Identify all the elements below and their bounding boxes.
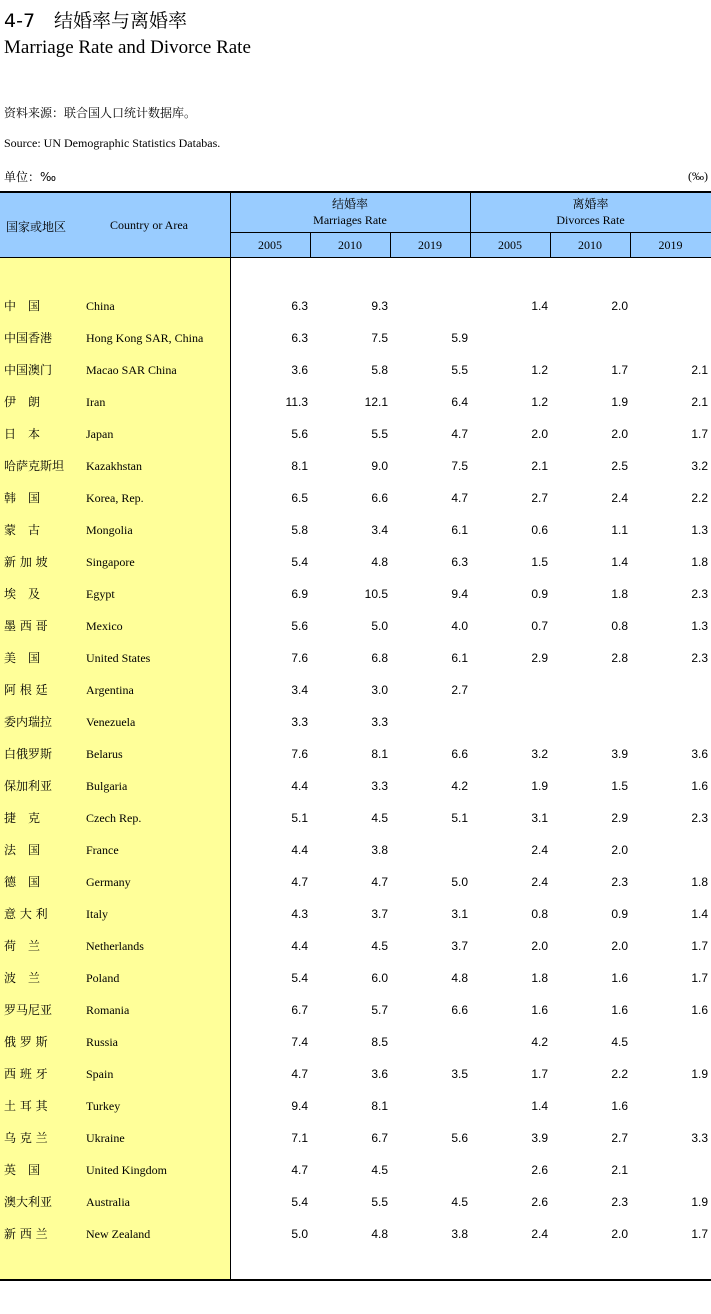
divorce-rate-cell: 1.2 — [531, 395, 548, 409]
table-row — [0, 1192, 711, 1224]
country-name-en: Singapore — [86, 555, 135, 569]
marriage-rate-cell: 3.7 — [371, 907, 388, 921]
table-row — [0, 616, 711, 648]
marriage-rate-cell: 5.6 — [451, 1131, 468, 1145]
table-row — [0, 1224, 711, 1256]
country-name-en: Macao SAR China — [86, 363, 177, 377]
page-title-cn: 4-7 结婚率与离婚率 — [4, 10, 188, 32]
table-top-rule — [0, 191, 711, 193]
country-name-en: Czech Rep. — [86, 811, 142, 825]
marriage-rate-cell: 5.8 — [291, 523, 308, 537]
marriage-rate-cell: 5.8 — [371, 363, 388, 377]
marriage-rate-cell: 5.4 — [291, 971, 308, 985]
divorce-rate-cell: 1.8 — [611, 587, 628, 601]
table-row — [0, 1128, 711, 1160]
table-row — [0, 1064, 711, 1096]
year-header: 2005 — [498, 238, 522, 252]
country-name-en: United Kingdom — [86, 1163, 167, 1177]
table-row — [0, 1032, 711, 1064]
divorce-rate-cell: 1.7 — [611, 363, 628, 377]
marriage-rate-cell: 3.5 — [451, 1067, 468, 1081]
marriage-rate-cell: 5.6 — [291, 619, 308, 633]
country-name-en: Iran — [86, 395, 106, 409]
marriage-rate-cell: 8.1 — [291, 459, 308, 473]
year-header: 2010 — [578, 238, 602, 252]
table-row — [0, 328, 711, 360]
country-name-cn: 荷 兰 — [4, 939, 41, 953]
divorce-rate-cell: 2.0 — [611, 939, 628, 953]
divorce-rate-cell: 1.7 — [691, 1227, 708, 1241]
marriage-rate-cell: 5.9 — [451, 331, 468, 345]
marriage-rate-cell: 3.3 — [371, 715, 388, 729]
divorce-rate-cell: 1.6 — [691, 779, 708, 793]
source-note-en: Source: UN Demographic Statistics Databas. — [4, 136, 221, 150]
country-name-cn: 捷 克 — [4, 811, 41, 825]
country-name-cn: 中国澳门 — [4, 363, 53, 377]
divorce-rate-cell: 1.8 — [691, 875, 708, 889]
divorce-rate-cell: 3.9 — [611, 747, 628, 761]
country-name-cn: 委内瑞拉 — [4, 715, 53, 729]
marriage-rate-cell: 2.7 — [451, 683, 468, 697]
marriage-rate-cell: 4.5 — [371, 1163, 388, 1177]
country-name-en: Korea, Rep. — [86, 491, 144, 505]
marriage-rate-cell: 7.5 — [451, 459, 468, 473]
table-row — [0, 968, 711, 1000]
country-name-cn: 西 班 牙 — [4, 1067, 48, 1081]
country-name-en: Spain — [86, 1067, 114, 1081]
marriage-rate-cell: 4.5 — [371, 939, 388, 953]
country-name-cn: 保加利亚 — [4, 779, 53, 793]
marriage-rate-cell: 7.5 — [371, 331, 388, 345]
marriage-rate-cell: 7.6 — [291, 651, 308, 665]
table-row — [0, 392, 711, 424]
table-row — [0, 488, 711, 520]
country-name-en: China — [86, 299, 115, 313]
marriage-rate-cell: 6.0 — [371, 971, 388, 985]
country-name-cn: 土 耳 其 — [4, 1099, 48, 1113]
table-row — [0, 872, 711, 904]
marriage-rate-cell: 4.8 — [371, 555, 388, 569]
divorce-rate-cell: 2.3 — [611, 875, 628, 889]
marriage-rate-cell: 6.3 — [451, 555, 468, 569]
year-header: 2005 — [258, 238, 282, 252]
marriage-rate-cell: 3.6 — [371, 1067, 388, 1081]
unit-label: 单位：‰ — [4, 170, 57, 184]
divorce-rate-cell: 1.4 — [611, 555, 628, 569]
marriage-rate-cell: 11.3 — [285, 395, 308, 409]
country-name-en: Japan — [86, 427, 114, 441]
divorce-rate-cell: 1.9 — [691, 1195, 708, 1209]
divorce-rate-cell: 2.3 — [691, 811, 708, 825]
divorce-rate-cell: 3.2 — [691, 459, 708, 473]
country-name-en: Mongolia — [86, 523, 133, 537]
divorce-rate-cell: 2.3 — [691, 587, 708, 601]
divorce-rate-cell: 1.5 — [611, 779, 628, 793]
marriage-rate-cell: 4.8 — [451, 971, 468, 985]
divorce-rate-cell: 4.5 — [611, 1035, 628, 1049]
divorce-rate-cell: 1.4 — [531, 1099, 548, 1113]
country-name-en: Netherlands — [86, 939, 144, 953]
table-row — [0, 552, 711, 584]
divorce-rate-cell: 2.8 — [611, 651, 628, 665]
marriage-rate-cell: 4.4 — [291, 843, 308, 857]
marriage-rate-cell: 7.1 — [291, 1131, 308, 1145]
table-bottom-rule — [0, 1279, 711, 1281]
marriage-rate-cell: 12.1 — [364, 395, 388, 409]
country-name-cn: 埃 及 — [4, 587, 41, 601]
year-header: 2019 — [658, 238, 683, 252]
marriage-rate-cell: 4.3 — [291, 907, 308, 921]
country-name-en: Argentina — [86, 683, 134, 697]
marriage-rate-cell: 5.5 — [371, 1195, 388, 1209]
marriage-rate-cell: 4.4 — [291, 939, 308, 953]
marriage-rate-cell: 3.3 — [371, 779, 388, 793]
divorce-rate-cell: 0.9 — [611, 907, 628, 921]
divorce-rate-cell: 2.3 — [691, 651, 708, 665]
divorce-rate-cell: 1.7 — [691, 939, 708, 953]
marriage-rate-cell: 6.5 — [291, 491, 308, 505]
country-name-en: Australia — [86, 1195, 130, 1209]
table-row — [0, 776, 711, 808]
country-name-en: Russia — [86, 1035, 119, 1049]
divorce-rate-cell: 3.6 — [691, 747, 708, 761]
country-name-cn: 德 国 — [4, 875, 41, 889]
divorce-rate-cell: 1.4 — [531, 299, 548, 313]
country-name-en: Germany — [86, 875, 131, 889]
marriage-rate-cell: 3.6 — [291, 363, 308, 377]
unit-label-right: (‰) — [688, 169, 708, 183]
data-table — [0, 191, 711, 1281]
divorce-rate-cell: 1.5 — [531, 555, 548, 569]
marriage-rate-cell: 3.4 — [371, 523, 388, 537]
marriage-rate-cell: 5.1 — [291, 811, 308, 825]
country-name-cn: 日 本 — [4, 427, 41, 441]
divorce-rate-cell: 2.6 — [531, 1195, 548, 1209]
column-header-country-cn: 国家或地区 — [6, 220, 67, 234]
country-name-en: New Zealand — [86, 1227, 151, 1241]
table-row — [0, 424, 711, 456]
marriage-rate-cell: 9.3 — [371, 299, 388, 313]
divorce-rate-cell: 2.9 — [531, 651, 548, 665]
marriage-rate-cell: 6.1 — [451, 651, 468, 665]
marriage-rate-cell: 4.0 — [451, 619, 468, 633]
table-row — [0, 520, 711, 552]
country-name-en: Romania — [86, 1003, 130, 1017]
marriage-rate-cell: 3.7 — [451, 939, 468, 953]
marriage-rate-cell: 6.3 — [291, 331, 308, 345]
marriage-rate-cell: 4.7 — [451, 491, 468, 505]
divorce-rate-cell: 1.9 — [611, 395, 628, 409]
country-name-cn: 新 西 兰 — [4, 1227, 48, 1241]
divorce-rate-cell: 3.3 — [691, 1131, 708, 1145]
country-name-en: United States — [86, 651, 151, 665]
country-name-en: Venezuela — [86, 715, 136, 729]
divorce-rate-cell: 1.8 — [531, 971, 548, 985]
divorce-rate-cell: 1.6 — [531, 1003, 548, 1017]
divorce-rate-cell: 2.0 — [611, 1227, 628, 1241]
country-name-cn: 中 国 — [4, 299, 41, 313]
divorce-rate-cell: 1.7 — [691, 971, 708, 985]
marriage-rate-cell: 5.0 — [371, 619, 388, 633]
country-name-cn: 俄 罗 斯 — [4, 1035, 48, 1049]
divorce-rate-cell: 3.1 — [531, 811, 548, 825]
table-row — [0, 1096, 711, 1128]
marriage-rate-cell: 8.1 — [371, 747, 388, 761]
divorce-rate-cell: 1.6 — [611, 1099, 628, 1113]
country-name-cn: 法 国 — [4, 843, 41, 857]
marriage-rate-cell: 9.4 — [291, 1099, 308, 1113]
marriage-rate-cell: 5.0 — [451, 875, 468, 889]
divorce-rate-cell: 0.9 — [531, 587, 548, 601]
marriage-rate-cell: 4.8 — [371, 1227, 388, 1241]
marriage-rate-cell: 4.7 — [451, 427, 468, 441]
marriage-rate-cell: 4.7 — [371, 875, 388, 889]
table-row — [0, 1160, 711, 1192]
divorce-rate-cell: 2.7 — [611, 1131, 628, 1145]
table-row — [0, 712, 711, 744]
divorce-rate-cell: 2.7 — [531, 491, 548, 505]
country-name-cn: 韩 国 — [4, 491, 41, 505]
divorce-rate-cell: 3.2 — [531, 747, 548, 761]
divorce-rate-cell: 1.3 — [691, 619, 708, 633]
divorce-rate-cell: 2.0 — [611, 427, 628, 441]
marriage-rate-cell: 4.5 — [371, 811, 388, 825]
country-name-en: Mexico — [86, 619, 123, 633]
marriage-rate-cell: 4.7 — [291, 1067, 308, 1081]
divorce-rate-cell: 2.0 — [531, 939, 548, 953]
marriage-rate-cell: 6.6 — [451, 1003, 468, 1017]
table-row — [0, 904, 711, 936]
marriage-rate-cell: 5.5 — [451, 363, 468, 377]
divorce-rate-cell: 1.7 — [531, 1067, 548, 1081]
group-header-marriage-en: Marriages Rate — [313, 213, 387, 227]
divorce-rate-cell: 1.6 — [611, 971, 628, 985]
divorce-rate-cell: 2.1 — [611, 1163, 628, 1177]
divorce-rate-cell: 1.8 — [691, 555, 708, 569]
divorce-rate-cell: 2.5 — [611, 459, 628, 473]
marriage-rate-cell: 5.7 — [371, 1003, 388, 1017]
marriage-rate-cell: 3.8 — [371, 843, 388, 857]
country-name-en: Hong Kong SAR, China — [86, 331, 204, 345]
divorce-rate-cell: 0.7 — [531, 619, 548, 633]
header-bottom-rule — [0, 257, 711, 258]
country-name-en: Italy — [86, 907, 108, 921]
table-row — [0, 296, 711, 328]
marriage-rate-cell: 6.6 — [371, 491, 388, 505]
table-row — [0, 936, 711, 968]
country-name-cn: 乌 克 兰 — [4, 1131, 48, 1145]
marriage-rate-cell: 5.0 — [291, 1227, 308, 1241]
country-name-cn: 哈萨克斯坦 — [4, 459, 65, 473]
marriage-rate-cell: 6.9 — [291, 587, 308, 601]
divorce-rate-cell: 0.8 — [531, 907, 548, 921]
divorce-rate-cell: 2.0 — [531, 427, 548, 441]
divorce-rate-cell: 0.8 — [611, 619, 628, 633]
country-name-en: Turkey — [86, 1099, 121, 1113]
table-row — [0, 456, 711, 488]
marriage-rate-cell: 4.4 — [291, 779, 308, 793]
marriage-rate-cell: 3.1 — [451, 907, 468, 921]
country-name-cn: 罗马尼亚 — [4, 1003, 53, 1017]
country-name-cn: 墨 西 哥 — [4, 619, 48, 633]
marriage-rate-cell: 8.1 — [371, 1099, 388, 1113]
table-row — [0, 1000, 711, 1032]
marriage-rate-cell: 9.0 — [371, 459, 388, 473]
group-header-marriage-cn: 结婚率 — [331, 197, 368, 211]
year-header: 2019 — [418, 238, 442, 252]
divorce-rate-cell: 2.1 — [691, 395, 708, 409]
divorce-rate-cell: 2.4 — [531, 1227, 548, 1241]
country-name-cn: 波 兰 — [4, 971, 41, 985]
divorce-rate-cell: 1.2 — [531, 363, 548, 377]
divorce-rate-cell: 1.9 — [531, 779, 548, 793]
country-name-cn: 伊 朗 — [4, 395, 41, 409]
marriage-rate-cell: 3.4 — [291, 683, 308, 697]
country-name-en: Kazakhstan — [86, 459, 142, 473]
marriage-rate-cell: 6.7 — [371, 1131, 388, 1145]
divorce-rate-cell: 1.1 — [611, 523, 628, 537]
divorce-rate-cell: 1.9 — [691, 1067, 708, 1081]
divorce-rate-cell: 4.2 — [531, 1035, 548, 1049]
marriage-rate-cell: 10.5 — [364, 587, 388, 601]
marriage-rate-cell: 3.3 — [291, 715, 308, 729]
table-row — [0, 360, 711, 392]
country-name-cn: 白俄罗斯 — [4, 747, 53, 761]
divorce-rate-cell: 1.4 — [691, 907, 708, 921]
country-name-en: Ukraine — [86, 1131, 125, 1145]
marriage-rate-cell: 6.6 — [451, 747, 468, 761]
country-name-en: France — [86, 843, 119, 857]
divorce-rate-cell: 2.4 — [531, 843, 548, 857]
marriage-rate-cell: 6.8 — [371, 651, 388, 665]
divorce-rate-cell: 1.3 — [691, 523, 708, 537]
country-name-en: Bulgaria — [86, 779, 128, 793]
group-header-divorce-en: Divorces Rate — [556, 213, 625, 227]
group-header-divorce-cn: 离婚率 — [572, 197, 609, 211]
table-row — [0, 680, 711, 712]
country-name-cn: 中国香港 — [4, 331, 53, 345]
divorce-rate-cell: 3.9 — [531, 1131, 548, 1145]
marriage-rate-cell: 6.7 — [291, 1003, 308, 1017]
year-header: 2010 — [338, 238, 362, 252]
divorce-rate-cell: 2.0 — [611, 299, 628, 313]
marriage-rate-cell: 4.5 — [451, 1195, 468, 1209]
country-name-cn: 英 国 — [4, 1163, 41, 1177]
divorce-rate-cell: 2.4 — [611, 491, 628, 505]
marriage-rate-cell: 4.2 — [451, 779, 468, 793]
divorce-rate-cell: 2.9 — [611, 811, 628, 825]
marriage-rate-cell: 6.1 — [451, 523, 468, 537]
marriage-rate-cell: 6.4 — [451, 395, 468, 409]
marriage-rate-cell: 5.1 — [451, 811, 468, 825]
marriage-rate-cell: 6.3 — [291, 299, 308, 313]
marriage-rate-cell: 4.7 — [291, 875, 308, 889]
divorce-rate-cell: 1.6 — [611, 1003, 628, 1017]
divorce-rate-cell: 1.6 — [691, 1003, 708, 1017]
divorce-rate-cell: 2.3 — [611, 1195, 628, 1209]
table-row — [0, 584, 711, 616]
table-row — [0, 808, 711, 840]
marriage-rate-cell: 4.7 — [291, 1163, 308, 1177]
country-name-en: Poland — [86, 971, 120, 985]
divorce-rate-cell: 2.1 — [531, 459, 548, 473]
marriage-rate-cell: 5.6 — [291, 427, 308, 441]
divorce-rate-cell: 2.6 — [531, 1163, 548, 1177]
divorce-rate-cell: 1.7 — [691, 427, 708, 441]
marriage-rate-cell: 7.4 — [291, 1035, 308, 1049]
divorce-rate-cell: 2.0 — [611, 843, 628, 857]
marriage-rate-cell: 9.4 — [451, 587, 468, 601]
marriage-rate-cell: 7.6 — [291, 747, 308, 761]
country-name-en: Egypt — [86, 587, 115, 601]
table-row — [0, 840, 711, 872]
table-row — [0, 744, 711, 776]
page-title-en: Marriage Rate and Divorce Rate — [4, 37, 251, 58]
table-row — [0, 648, 711, 680]
divorce-rate-cell: 0.6 — [531, 523, 548, 537]
marriage-rate-cell: 3.8 — [451, 1227, 468, 1241]
divorce-rate-cell: 2.2 — [691, 491, 708, 505]
country-name-cn: 新 加 坡 — [4, 555, 48, 569]
marriage-rate-cell: 8.5 — [371, 1035, 388, 1049]
marriage-rate-cell: 3.0 — [371, 683, 388, 697]
marriage-rate-cell: 5.4 — [291, 555, 308, 569]
column-header-country-en: Country or Area — [110, 218, 188, 232]
country-name-cn: 美 国 — [4, 651, 41, 665]
country-name-cn: 阿 根 廷 — [4, 683, 48, 697]
marriage-rate-cell: 5.5 — [371, 427, 388, 441]
marriage-rate-cell: 5.4 — [291, 1195, 308, 1209]
country-name-cn: 澳大利亚 — [4, 1195, 53, 1209]
divorce-rate-cell: 2.1 — [691, 363, 708, 377]
country-name-cn: 意 大 利 — [4, 907, 48, 921]
country-name-en: Belarus — [86, 747, 123, 761]
country-name-cn: 蒙 古 — [4, 523, 41, 537]
divorce-rate-cell: 2.2 — [611, 1067, 628, 1081]
source-note-cn: 资料来源：联合国人口统计数据库。 — [4, 106, 197, 120]
divorce-rate-cell: 2.4 — [531, 875, 548, 889]
